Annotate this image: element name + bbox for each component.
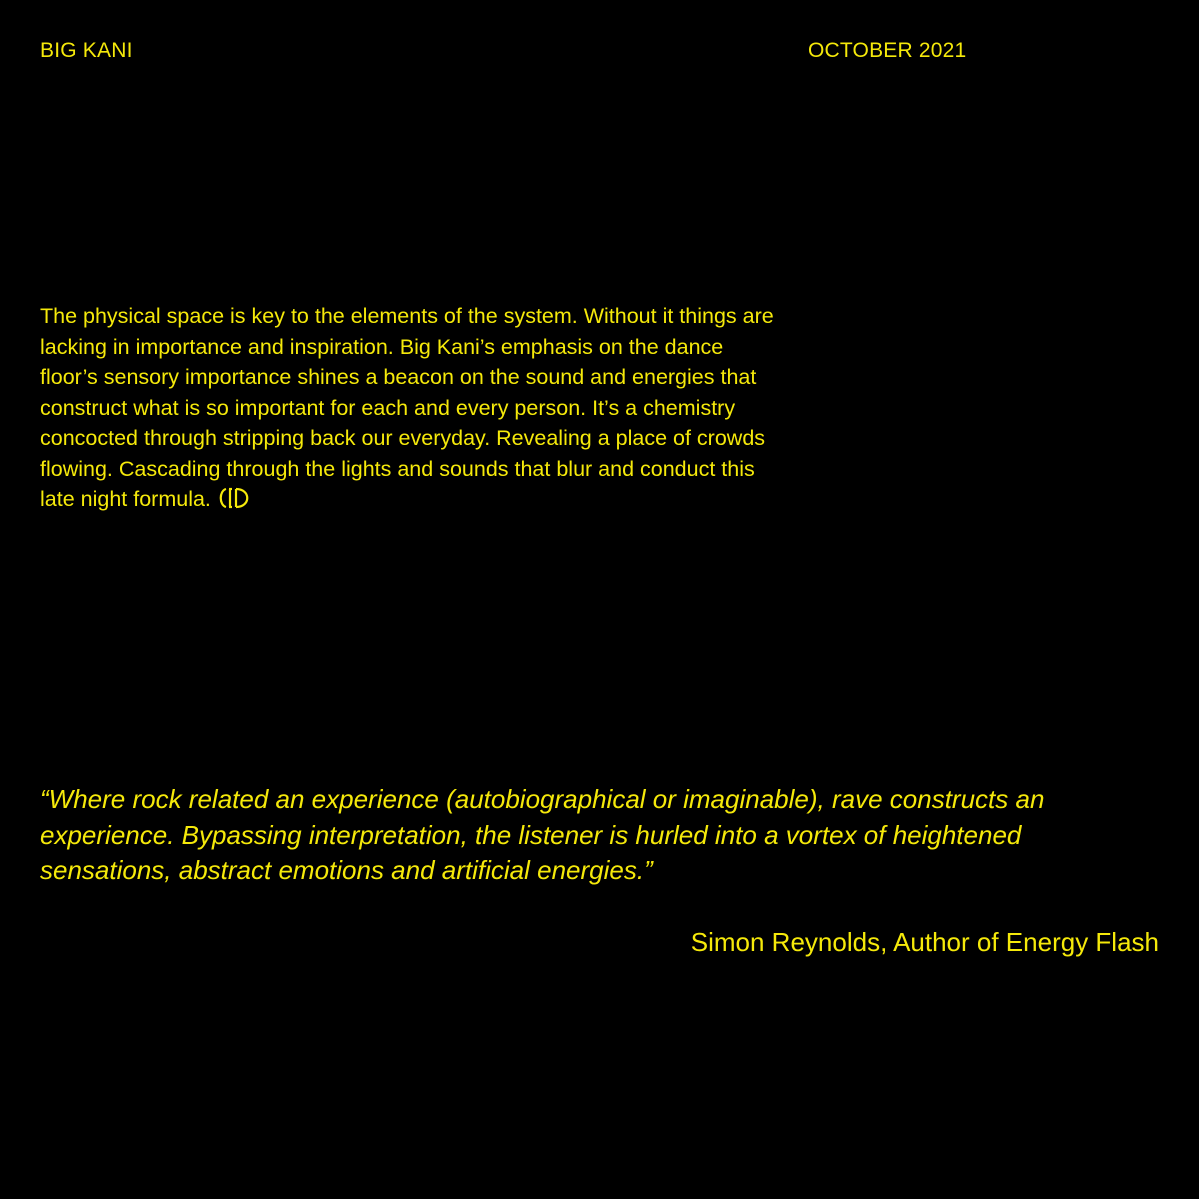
article-body	[40, 301, 780, 515]
header-date: OCTOBER 2021	[808, 39, 967, 62]
end-of-article-logo-icon	[217, 487, 257, 509]
quote-attribution: Simon Reynolds, Author of Energy Flash	[690, 927, 1159, 957]
article-body-text: The physical space is key to the elements of the system. Without it things are lacking in importance and inspiration. Big Kani’s emphasis on the dance floor’s sensory importance shines a beacon on the sound and energies that construct what is so important for each and every person. It’s a chemistry concocted through stripping back our everyday. Revealing a place of crowds flowing. Cascading through the lights and sounds that blur and conduct this late night formula.	[40, 304, 774, 511]
pull-quote: “Where rock related an experience (autobiographical or imaginable), rave constructs an experience. Bypassing interpretation, the listener is hurled into a vortex of heightened sensations, abstract emotions and artificial energies.”	[40, 784, 1045, 885]
header-title: BIG KANI	[40, 39, 133, 62]
